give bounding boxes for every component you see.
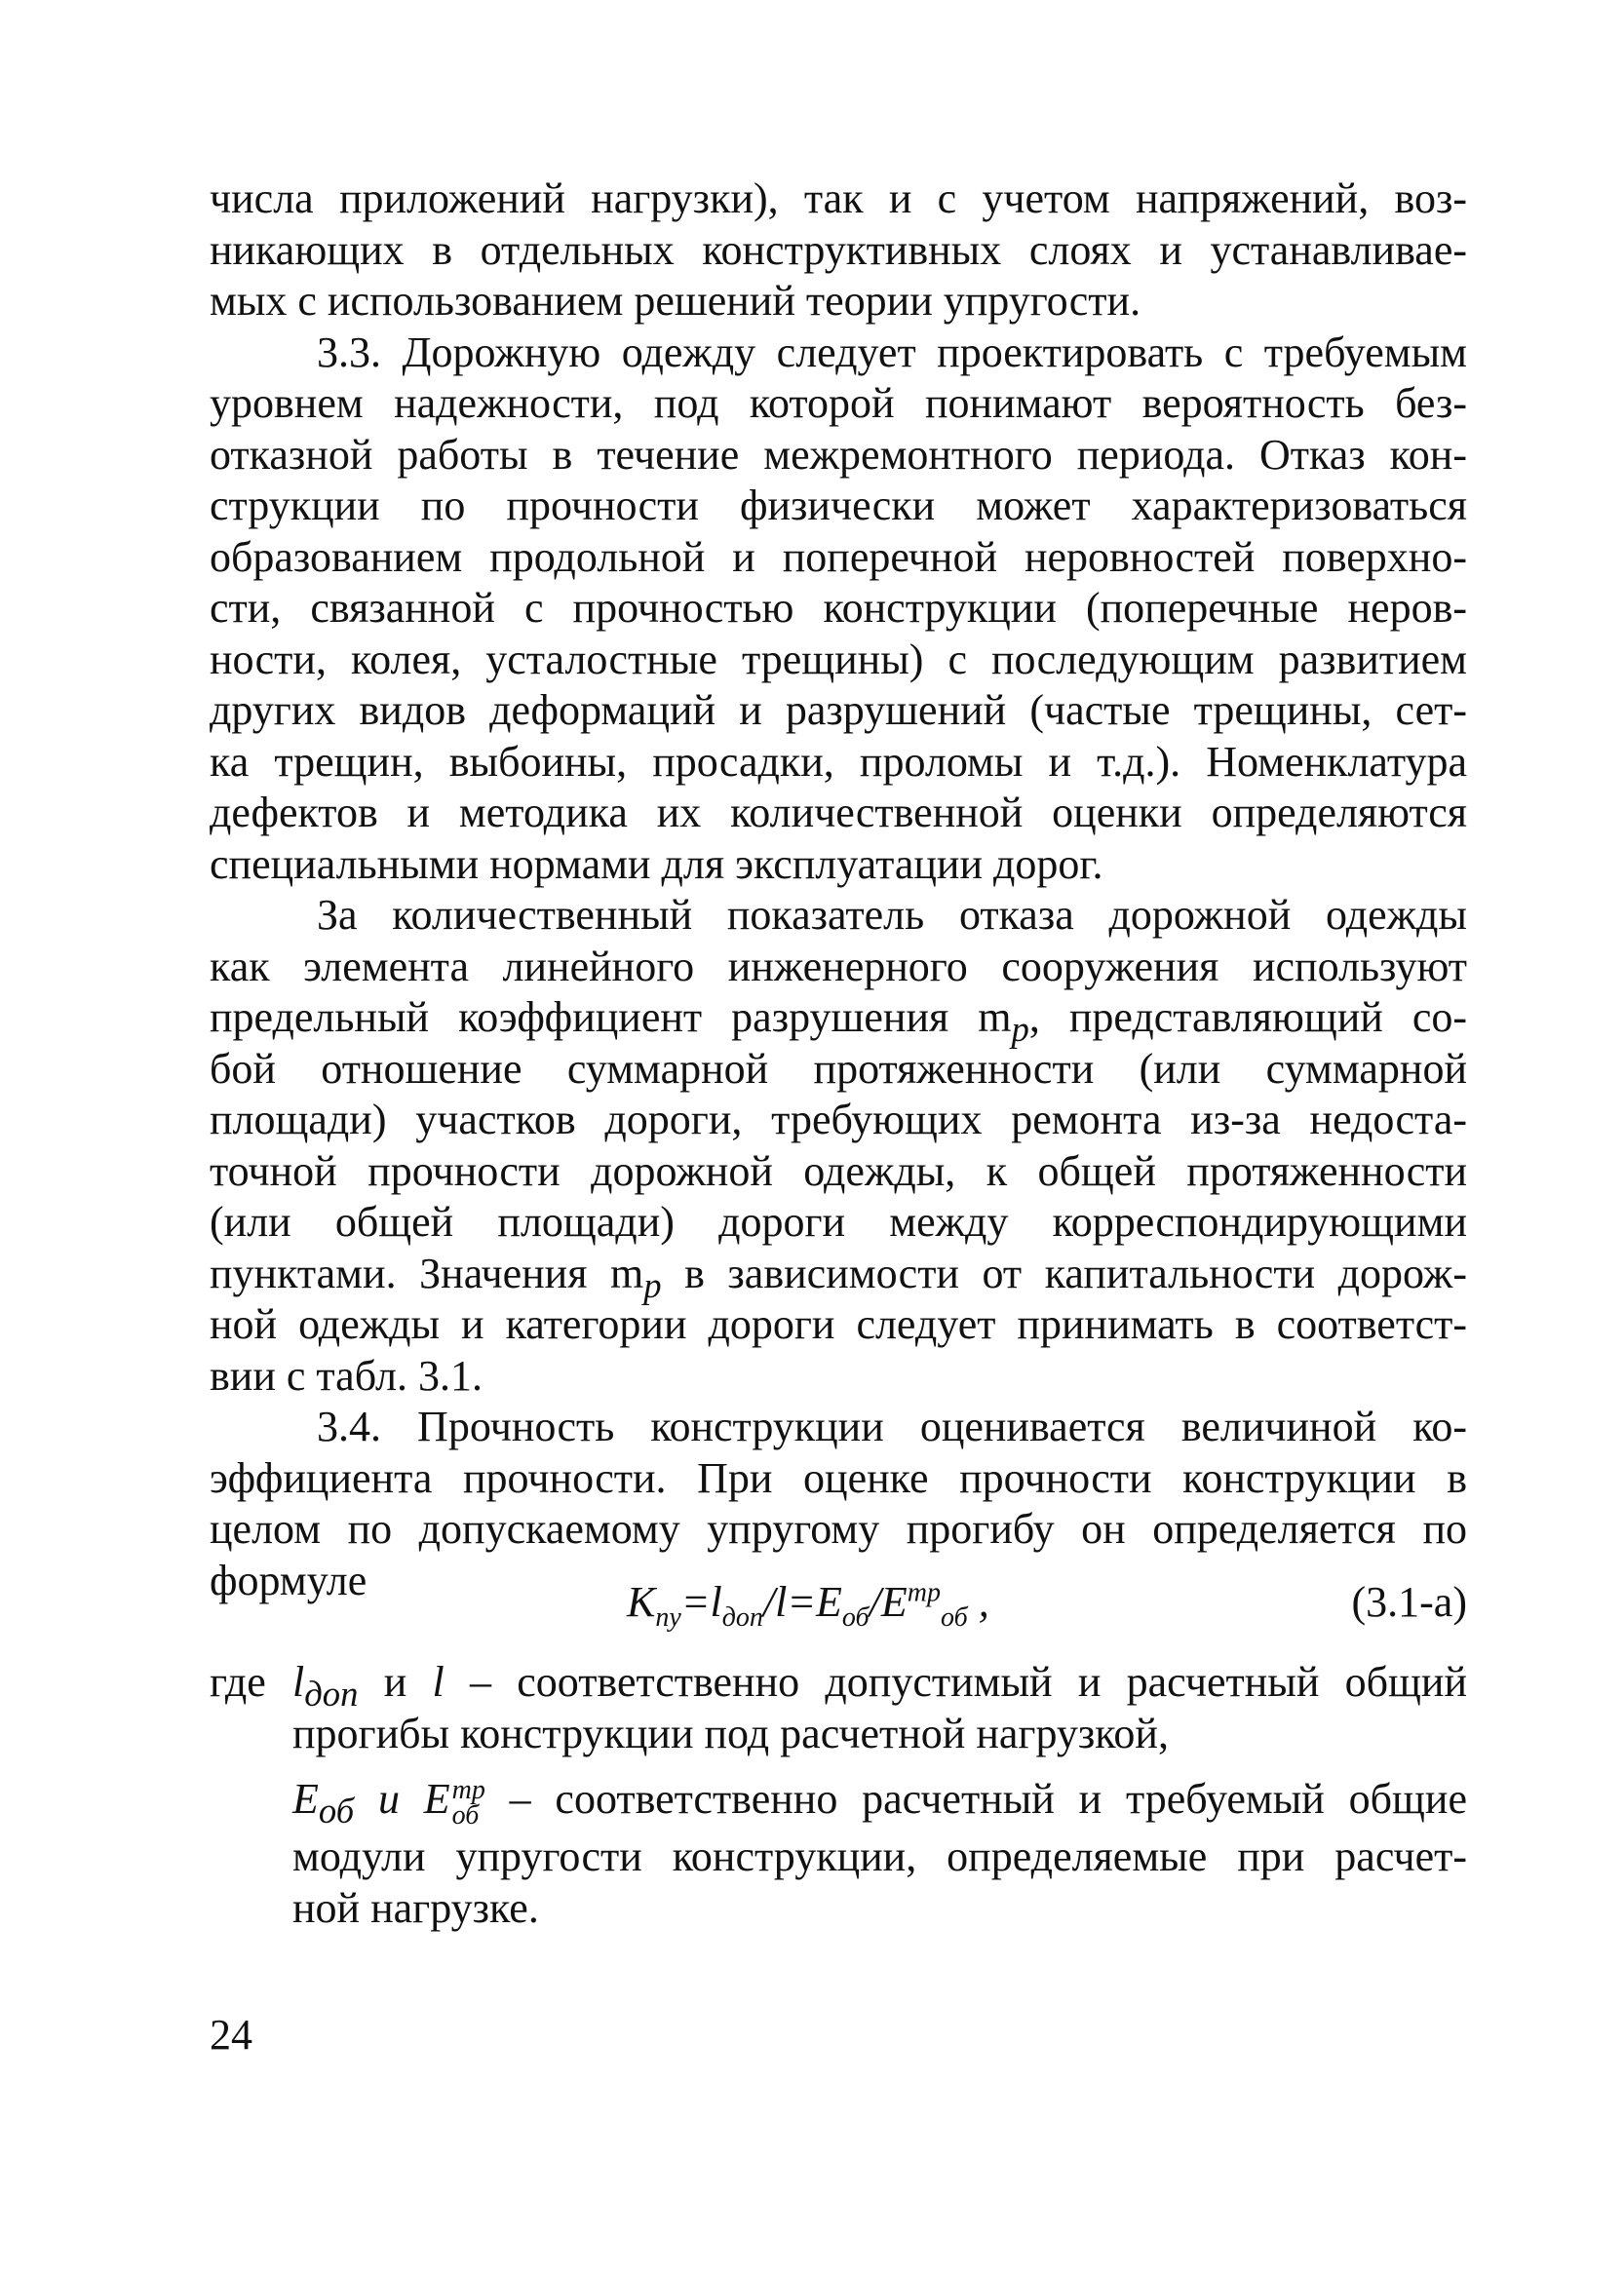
symbol-stack	[451, 1774, 485, 1831]
formula	[627, 1577, 989, 1634]
text-line: никающих в отдельных конструктивных слоях и устанавливае-	[210, 225, 1467, 274]
text-line: сти, связанной с прочностью конструкции (поперечные неров-	[210, 584, 1467, 632]
symbol-subscript: доп	[304, 1673, 359, 1714]
text-line: отказной работы в течение межремонтного периода. Отказ кон-	[210, 430, 1467, 479]
formula-subscript: доп	[721, 1601, 763, 1633]
symbol: и E	[354, 1775, 450, 1823]
symbol-subscript: об	[451, 1799, 480, 1831]
text-line: целом по допускаемому упругому прогибу он определяется по	[210, 1505, 1467, 1553]
text-fragment: предельный коэффициент разрушения m	[210, 993, 1012, 1041]
text-line: бой отношение суммарной протяженности (или суммарной	[210, 1044, 1467, 1093]
definition-line: прогибы конструкции под расчетной нагрузкой,	[292, 1709, 1169, 1757]
text-line: формуле	[210, 1556, 367, 1604]
text-line: струкции по прочности физически может характеризоваться	[210, 482, 1467, 529]
definition-line: ной нагрузке.	[292, 1883, 539, 1932]
symbol: l	[292, 1658, 305, 1706]
text-line: 3.4. Прочность конструкции оценивается величиной ко-	[317, 1403, 1467, 1450]
text-line: (или общей площади) дороги между корреспондирующими	[210, 1198, 1467, 1246]
text-line: уровнем надежности, под которой понимают вероятность без-	[210, 379, 1467, 427]
text-line: площади) участков дороги, требующих ремонта из-за недоста-	[210, 1096, 1467, 1143]
text-fragment: в зависимости от капитальности дорож-	[661, 1249, 1467, 1297]
text-line: эффициента прочности. При оценке прочности конструкции в	[210, 1453, 1467, 1502]
text-line: ной одежды и категории дороги следует принимать в соответст-	[210, 1300, 1467, 1348]
formula-subscript: об	[940, 1601, 968, 1633]
symbol-subscript: об	[318, 1790, 355, 1831]
symbol: E	[292, 1775, 319, 1823]
text-fragment: , представляющий со-	[1028, 993, 1468, 1041]
symbol: l	[432, 1658, 445, 1706]
formula-row	[210, 1577, 1467, 1636]
page-number: 24	[210, 2011, 252, 2059]
formula-subscript: об	[841, 1601, 870, 1633]
formula-superscript: тр	[907, 1577, 941, 1608]
text-line: вии с табл. 3.1.	[210, 1351, 483, 1400]
symbol-superscript: тр	[451, 1774, 485, 1805]
definitions	[210, 1657, 1467, 1934]
definition-item	[210, 1767, 1467, 1934]
definition-line	[292, 1767, 1467, 1832]
text-line: ка трещин, выбоины, просадки, проломы и т.д.). Номенклатура	[210, 737, 1467, 786]
text-line: мых с использованием решений теории упругости.	[210, 277, 1141, 325]
text-line: 3.3. Дорожную одежду следует проектировать с требуемым	[317, 328, 1467, 376]
formula-subscript: пу	[655, 1601, 681, 1633]
formula-part: /E	[869, 1578, 908, 1626]
text-fragment: пунктами. Значения m	[210, 1249, 644, 1297]
text-line: специальными нормами для эксплуатации дорог.	[210, 839, 1103, 888]
text-line: числа приложений нагрузки), так и с учетом напряжений, воз-	[210, 174, 1467, 222]
text-line: точной прочности дорожной одежды, к общей протяженности	[210, 1146, 1467, 1195]
text-line-with-symbol	[210, 992, 1468, 1049]
definition-body	[292, 1657, 1467, 1759]
definition-body	[292, 1767, 1467, 1934]
definition-item	[210, 1657, 1467, 1759]
definition-line: модули упругости конструкции, определяемые при расчет-	[292, 1832, 1467, 1880]
text-line: дефектов и методика их количественной оценки определяются	[210, 789, 1467, 836]
text-fragment: – соответственно расчетный и требуемый общие	[484, 1775, 1467, 1823]
formula-part: /l=E	[762, 1578, 842, 1626]
formula-part: =l	[680, 1578, 722, 1626]
text-line: других видов деформаций и разрушений (частые трещины, сет-	[210, 686, 1467, 734]
body-text	[210, 174, 1467, 1606]
definition-line	[292, 1657, 1467, 1714]
symbol-subscript: p	[1011, 1008, 1029, 1049]
text-line-with-symbol	[210, 1249, 1467, 1305]
formula-symbol: K	[627, 1578, 656, 1626]
text-line: образованием продольной и поперечной неровностей поверхно-	[210, 532, 1467, 581]
text-line: ности, колея, усталостные трещины) с последующим развитием	[210, 635, 1467, 683]
equation-number: (3.1-а)	[1351, 1578, 1467, 1626]
text-fragment: – соответственно допустимый и расчетный общий	[444, 1658, 1467, 1706]
symbol-subscript: p	[643, 1264, 662, 1305]
text-line: За количественный показатель отказа дорожной одежды	[317, 891, 1467, 939]
text-fragment: и	[358, 1658, 433, 1706]
where-label: где	[210, 1658, 266, 1706]
text-line: как элемента линейного инженерного сооружения используют	[210, 942, 1467, 990]
formula-part: ,	[967, 1578, 989, 1626]
